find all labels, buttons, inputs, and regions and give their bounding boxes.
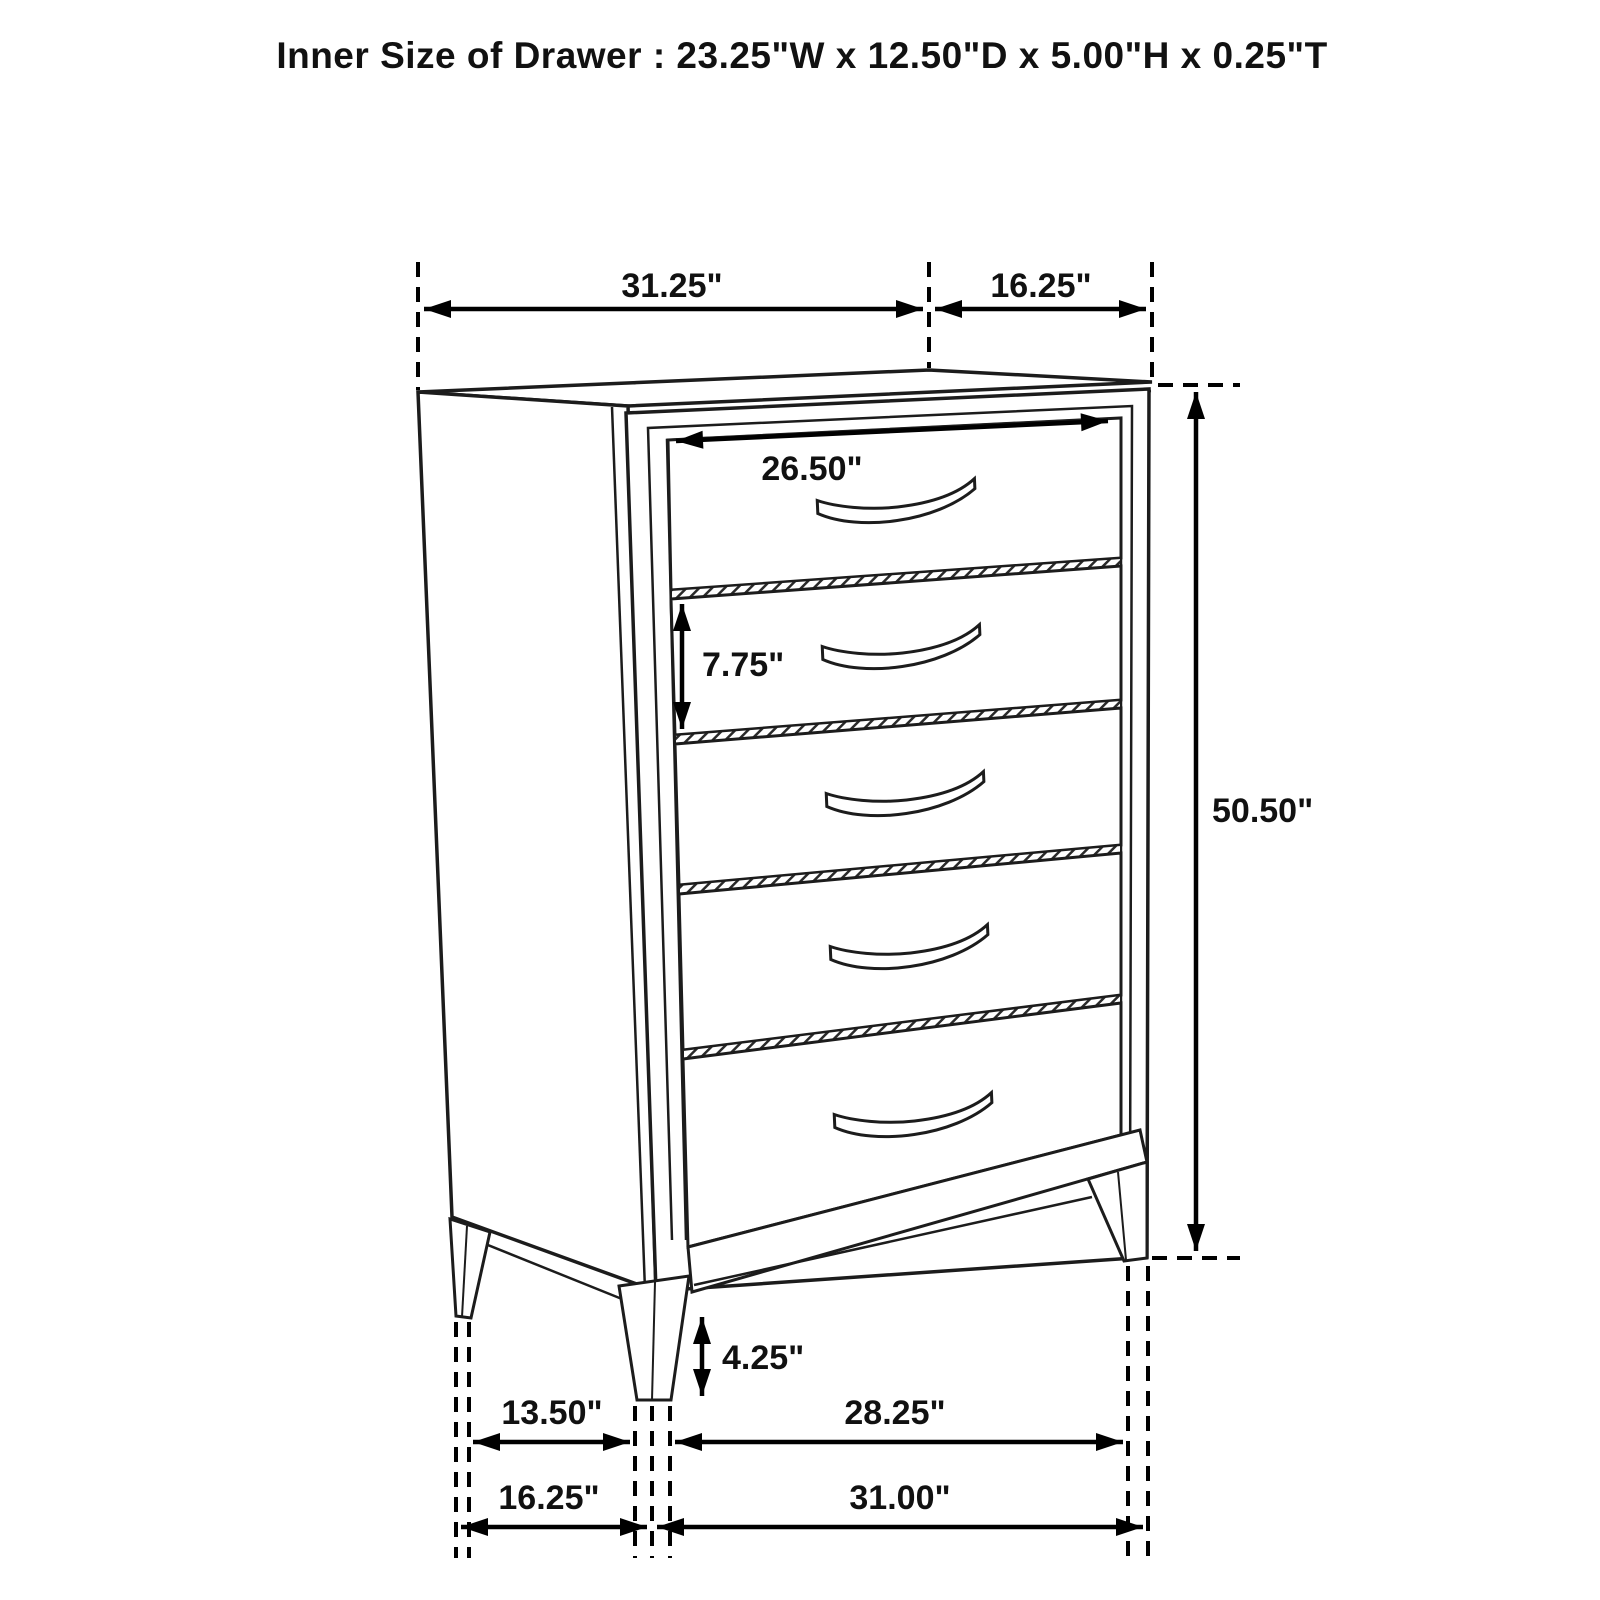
chest-body — [418, 370, 1152, 1400]
dim-base-width: 31.00" — [849, 1479, 951, 1517]
dim-drawer-inner-width: 26.50" — [761, 450, 863, 488]
dim-leg-span-width: 28.25" — [844, 1394, 946, 1432]
dim-leg-height: 4.25" — [722, 1339, 805, 1377]
dim-overall-height: 50.50" — [1212, 792, 1314, 830]
dim-top-width: 31.25" — [621, 267, 723, 305]
diagram-title: Inner Size of Drawer : 23.25"W x 12.50"D x 5.00"H x 0.25"T — [276, 35, 1328, 76]
dim-top-depth: 16.25" — [990, 267, 1092, 305]
dim-drawer-face-height: 7.75" — [702, 646, 785, 684]
dim-base-depth: 16.25" — [498, 1479, 600, 1517]
dim-leg-inset-depth: 13.50" — [501, 1394, 603, 1432]
